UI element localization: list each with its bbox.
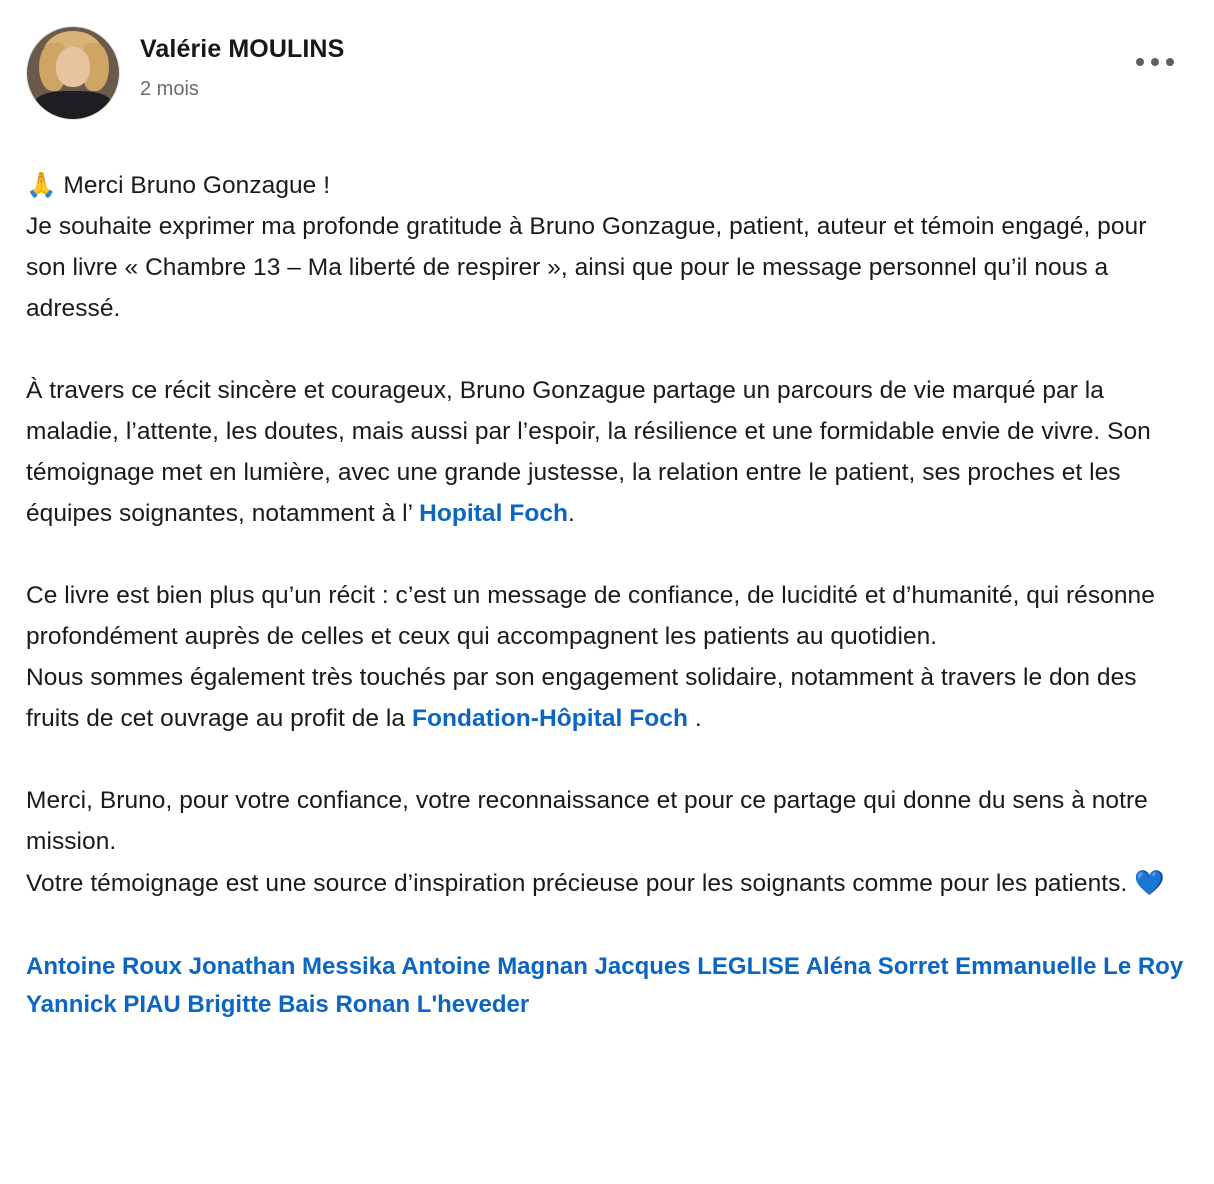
- praying-hands-icon: 🙏: [26, 170, 57, 199]
- avatar[interactable]: [26, 26, 120, 120]
- author-name[interactable]: Valérie MOULINS: [140, 35, 345, 63]
- post-body: [26, 164, 1184, 904]
- paragraph-2-after: .: [568, 500, 575, 527]
- paragraph-4-after: .: [687, 705, 702, 732]
- paragraph-4-before: Nous sommes également très touchés par son engagement solidaire, notamment à travers le don des fruits de cet ouvrage au profit de la: [26, 664, 1137, 732]
- mention-emmanuelle-le-roy[interactable]: Emmanuelle Le Roy: [955, 953, 1184, 980]
- blue-heart-icon: 💙: [1134, 868, 1165, 897]
- post-timestamp: 2 mois: [140, 78, 199, 100]
- more-dot-1: [1136, 58, 1144, 66]
- mention-yannick-piau[interactable]: Yannick PIAU: [26, 991, 181, 1018]
- paragraph-4: [26, 657, 1184, 739]
- mention-brigitte-bais[interactable]: Brigitte Bais: [187, 991, 329, 1018]
- paragraph-5-text: Merci, Bruno, pour votre confiance, votre reconnaissance et pour ce partage qui donne du sens à notre mission.: [26, 787, 1148, 855]
- paragraph-1: [26, 164, 1184, 329]
- link-fondation-hopital-foch[interactable]: Fondation-Hôpital Foch: [411, 705, 688, 732]
- mention-alena-sorret[interactable]: Aléna Sorret: [805, 953, 949, 980]
- avatar-body: [35, 91, 111, 119]
- mention-jacques-leglise[interactable]: Jacques LEGLISE: [594, 953, 800, 980]
- mention-ronan-lheveder[interactable]: Ronan L'heveder: [335, 991, 530, 1018]
- avatar-face: [56, 47, 90, 87]
- paragraph-2-before: À travers ce récit sincère et courageux, Bruno Gonzague partage un parcours de vie marqué par la maladie, l’attente, les doutes, mais aussi par l’espoir, la résilience et une formidable envie de vivre. Son témoignage met en lumière, avec une grande justesse, la relation entre le patient, ses proches et les équipes soignantes, notamment à l’: [26, 377, 1151, 527]
- paragraph-6-text: Votre témoignage est une source d’inspiration précieuse pour les soignants comme pour les patients.: [26, 870, 1135, 897]
- paragraph-1-text: Je souhaite exprimer ma profonde gratitude à Bruno Gonzague, patient, auteur et témoin engagé, pour son livre « Chambre 13 – Ma liberté de respirer », ainsi que pour le message personnel qu’il nous a adressé.: [26, 213, 1147, 322]
- paragraph-6: [26, 862, 1184, 904]
- mention-antoine-roux[interactable]: Antoine Roux: [26, 953, 182, 980]
- paragraph-1-title: Merci Bruno Gonzague !: [63, 172, 331, 199]
- paragraph-5: [26, 780, 1184, 862]
- paragraph-3: [26, 575, 1184, 657]
- author-block: [140, 26, 344, 101]
- more-dot-3: [1166, 58, 1174, 66]
- post-header: [26, 26, 1184, 122]
- paragraph-3-text: Ce livre est bien plus qu’un récit : c’est un message de confiance, de lucidité et d’humanité, qui résonne profondément auprès de celles et ceux qui accompagnent les patients au quotidien.: [26, 582, 1155, 650]
- more-options-icon[interactable]: [1130, 50, 1180, 74]
- mention-antoine-magnan[interactable]: Antoine Magnan: [401, 953, 588, 980]
- more-dot-2: [1151, 58, 1159, 66]
- mention-jonathan-messika[interactable]: Jonathan Messika: [188, 953, 396, 980]
- mentions-list: [26, 948, 1184, 1024]
- paragraph-2: [26, 370, 1184, 534]
- link-hopital-foch[interactable]: Hopital Foch: [419, 500, 569, 527]
